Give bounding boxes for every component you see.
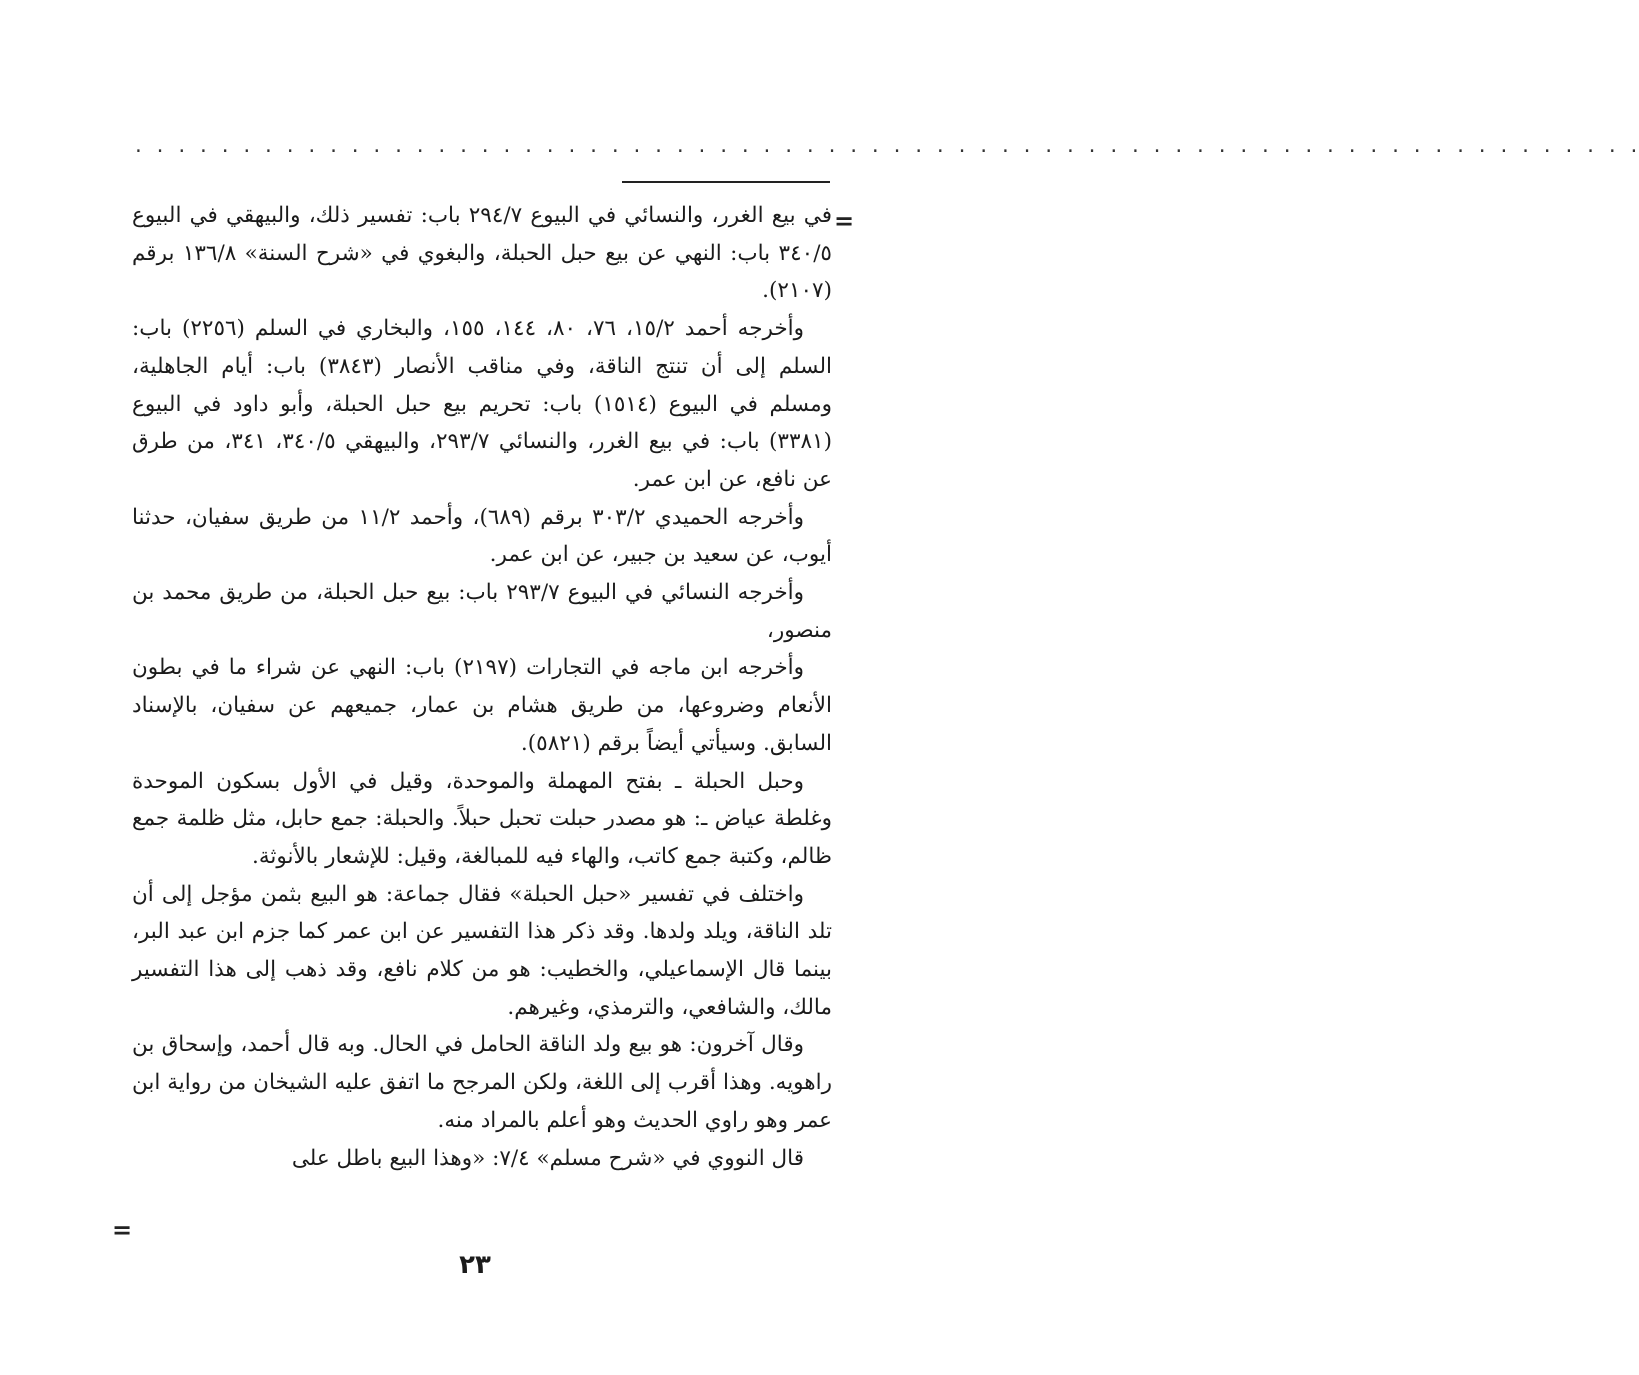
paragraph: في بيع الغرر، والنسائي في البيوع ٢٩٤/٧ باب: تفسير ذلك، والبيهقي في البيوع ٣٤٠/٥ باب: النهي عن بيع حبل الحبلة، والبغوي في «شرح السنة» ١٣٦/٨ برقم (٢١٠٧).: [132, 203, 832, 304]
paragraph: واختلف في تفسير «حبل الحبلة» فقال جماعة: هو البيع بثمن مؤجل إلى أن تلد الناقة، ويلد ولدها. وقد ذكر هذا التفسير عن ابن عمر كما جزم ابن عبد البر، بينما قال الإسماعيلي، والخطيب: هو من كلام نافع، وقد ذهب إلى هذا التفسير مالك، والشافعي، والترمذي، وغيرهم.: [132, 881, 832, 1020]
dotted-separator: . . . . . . . . . . . . . . . . . . . . . . . . . . . . . . . . . . . . . . . . . . . . . . . . . . . . . . . . . . . . . . . . . . . . . .: [133, 136, 1639, 157]
paragraph: وأخرجه النسائي في البيوع ٢٩٣/٧ باب: بيع حبل الحبلة، من طريق محمد بن منصور،: [132, 580, 832, 643]
paragraph: قال النووي في «شرح مسلم» ٧/٤: «وهذا البيع باطل على: [291, 1145, 804, 1171]
continuation-mark-bottom: =: [112, 1216, 133, 1244]
footnote-rule: [622, 181, 830, 183]
continuation-mark-top: =: [834, 207, 855, 235]
paragraph: وأخرجه ابن ماجه في التجارات (٢١٩٧) باب: النهي عن شراء ما في بطون الأنعام وضروعها، من طريق هشام بن عمار، جميعهم عن سفيان، بالإسناد السابق. وسيأتي أيضاً برقم (٥٨٢١).: [132, 655, 832, 756]
paragraph: وأخرجه أحمد ١٥/٢، ٧٦، ٨٠، ١٤٤، ١٥٥، والبخاري في السلم (٢٢٥٦) باب: السلم إلى أن تنتج الناقة، وفي مناقب الأنصار (٣٨٤٣) باب: أيام الجاهلية، ومسلم في البيوع (١٥١٤) باب: تحريم بيع حبل الحبلة، وأبو داود في البيوع (٣٣٨١) باب: في بيع الغرر، والنسائي ٢٩٣/٧، والبيهقي ٣٤٠/٥، ٣٤١، من طرق عن نافع، عن ابن عمر.: [132, 316, 833, 492]
footnote-text: [132, 197, 832, 1177]
paragraph: وقال آخرون: هو بيع ولد الناقة الحامل في الحال. وبه قال أحمد، وإسحاق بن راهويه. وهذا أقرب إلى اللغة، ولكن المرجح ما اتفق عليه الشيخان من رواية ابن عمر وهو راوي الحديث وهو أعلم بالمراد منه.: [132, 1032, 832, 1133]
paragraph: وأخرجه الحميدي ٣٠٣/٢ برقم (٦٨٩)، وأحمد ١١/٢ من طريق سفيان، حدثنا أيوب، عن سعيد بن جبير، عن ابن عمر.: [132, 504, 832, 568]
page-number: ٢٣: [459, 1250, 491, 1280]
paragraph: وحبل الحبلة ـ بفتح المهملة والموحدة، وقيل في الأول بسكون الموحدة وغلطة عياض ـ: هو مصدر حبلت تحبل حبلاً. والحبلة: جمع حابل، مثل ظلمة جمع ظالم، وكتبة جمع كاتب، والهاء فيه للمبالغة، وقيل: للإشعار بالأنوثة.: [132, 768, 832, 869]
